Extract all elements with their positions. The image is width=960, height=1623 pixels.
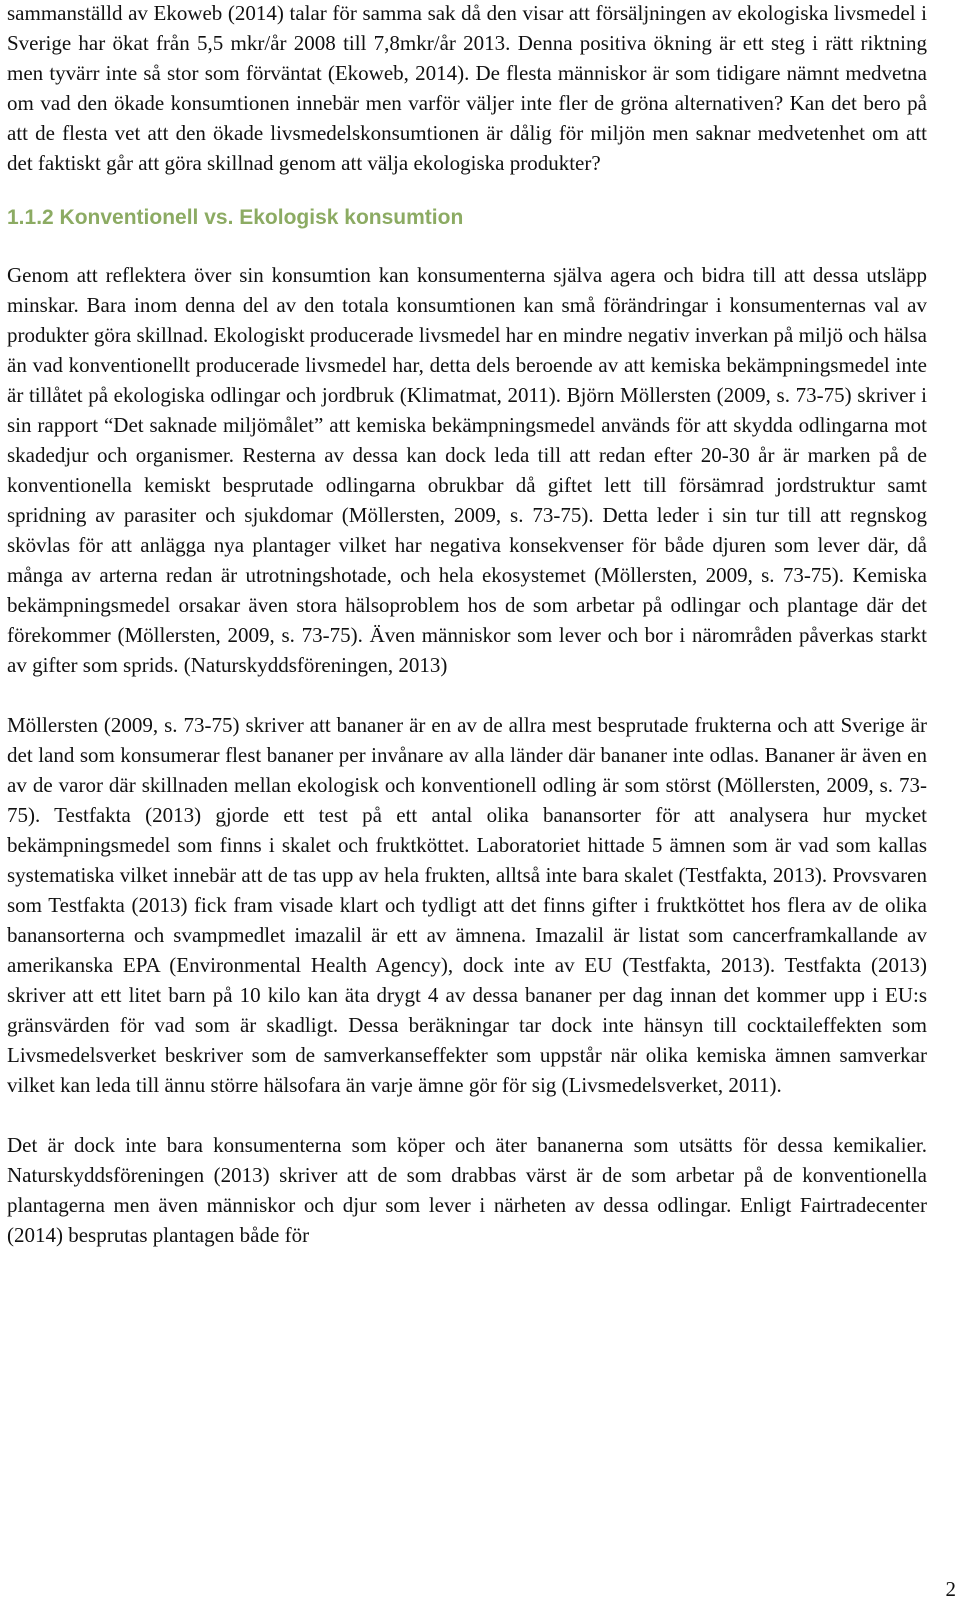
document-page [7,0,927,1623]
body-paragraph-pesticides: Genom att reflektera över sin konsumtion kan konsumenterna själva agera och bidra till att dessa utsläpp minskar. Bara inom denna del av den totala konsumtionen kan små förändringar i konsumenternas val av produkter göra skillnad. Ekologiskt producerade livsmedel har en mindre negativ inverkan på miljö och hälsa än vad konventionellt producerade livsmedel har, detta dels beroende av att kemiska bekämpningsmedel inte är tillåtet på ekologiska odlingar och jordbruk (Klimatmat, 2011). Björn Möllersten (2009, s. 73-75) skriver i sin rapport “Det saknade miljömålet” att kemiska bekämpningsmedel används för att skydda odlingarna mot skadedjur och organismer. Resterna av dessa kan dock leda till att redan efter 20-30 år är marken på de konventionella kemiskt besprutade odlingarna obrukbar då giftet lett till försämrad jordstruktur samt spridning av parasiter och sjukdomar (Möllersten, 2009, s. 73-75). Detta leder i sin tur till att regnskog skövlas för att anlägga nya plantager vilket har negativa konsekvenser för både djuren som lever där, då många av arterna redan är utrotningshotade, och hela ekosystemet (Möllersten, 2009, s. 73-75). Kemiska bekämpningsmedel orsakar även stora hälsoproblem hos de som arbetar på odlingar och plantage där det förekommer (Möllersten, 2009, s. 73-75). Även människor som lever och bor i närområden påverkas starkt av gifter som sprids. (Naturskyddsföreningen, 2013) [7,263,927,677]
intro-paragraph: sammanställd av Ekoweb (2014) talar för samma sak då den visar att försäljningen av ekologiska livsmedel i Sverige har ökat från 5,5 mkr/år 2008 till 7,8mkr/år 2013. Denna positiva ökning är ett steg i rätt riktning men tyvärr inte så stor som förväntat (Ekoweb, 2014). De flesta människor är som tidigare nämnt medvetna om vad den ökade konsumtionen innebär men varför väljer inte fler de gröna alternativen? Kan det bero på att de flesta vet att den ökade livsmedelskonsumtionen är dålig för miljön men saknar medvetenhet om att det faktiskt går att göra skillnad genom att välja ekologiska produkter? [7,1,927,175]
body-paragraph-bananas: Möllersten (2009, s. 73-75) skriver att bananer är en av de allra mest besprutade frukterna och att Sverige är det land som konsumerar flest bananer per invånare av alla länder där bananer inte odlas. Bananer är även en av de varor där skillnaden mellan ekologisk och konventionell odling är som störst (Möllersten, 2009, s. 73-75). Testfakta (2013) gjorde ett test på ett antal olika banansorter för att analysera hur mycket bekämpningsmedel som finns i skalet och fruktköttet. Laboratoriet hittade 5 ämnen som är vad som kallas systematiska vilket innebär att de tas upp av hela frukten, alltså inte bara skalet (Testfakta, 2013). Provsvaren som Testfakta (2013) fick fram visade klart och tydligt att det finns gifter i fruktköttet hos flera av de olika banansorterna och svampmedlet imazalil är ett av ämnena. Imazalil är listat som cancerframkallande av amerikanska EPA (Environmental Health Agency), dock inte av EU (Testfakta, 2013). Testfakta (2013) skriver att ett litet barn på 10 kilo kan äta drygt 4 av dessa bananer per dag innan det kommer upp i EU:s gränsvärden för vad som är skadligt. Dessa beräkningar tar dock inte hänsyn till cocktaileffekten som Livsmedelsverket beskriver som de samverkanseffekter som uppstår när olika kemiska ämnen samverkar vilket kan leda till ännu större hälsofara än varje ämne gör för sig (Livsmedelsverket, 2011). [7,713,927,1097]
section-heading: 1.1.2 Konventionell vs. Ekologisk konsumtion [7,206,464,229]
body-paragraph-workers: Det är dock inte bara konsumenterna som köper och äter bananerna som utsätts för dessa kemikalier. Naturskyddsföreningen (2013) skriver att de som drabbas värst är de som arbetar på de konventionella plantagerna men även människor och djur som lever i närheten av dessa odlingar. Enligt Fairtradecenter (2014) besprutas plantagen både för [7,1133,927,1247]
page-number: 2 [945,1577,956,1601]
